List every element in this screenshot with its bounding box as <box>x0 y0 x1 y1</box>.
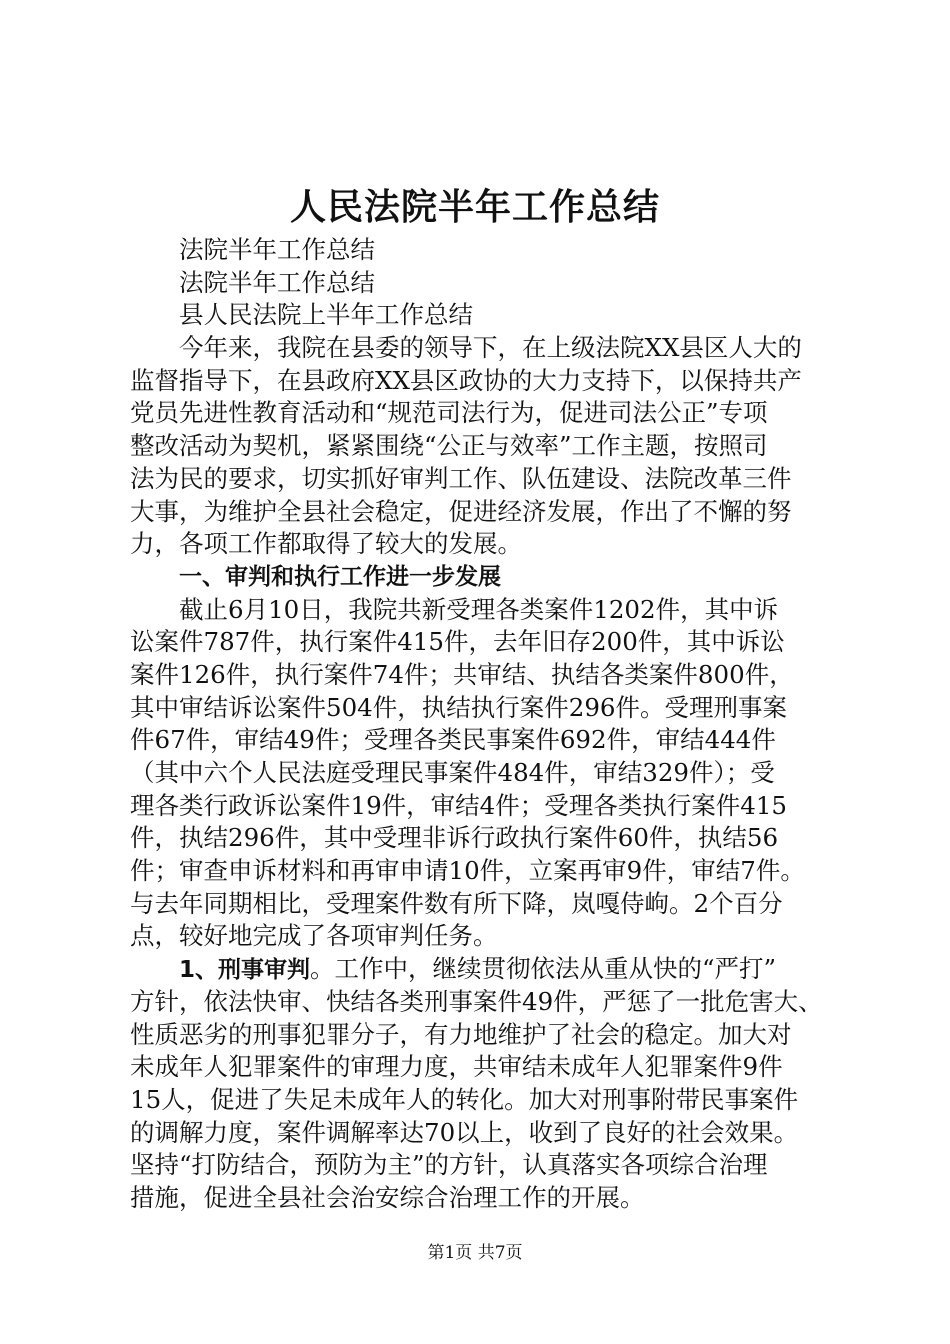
section-line: 件，执结296件，其中受理非诉行政执行案件60件，执结56 <box>130 823 779 853</box>
intro-line: 大事，为维护全县社会稳定，促进经济发展，作出了不懈的努 <box>130 496 792 526</box>
section-line: 截止6月10日，我院共新受理各类案件1202件，其中诉 <box>179 594 779 624</box>
document-title: 人民法院半年工作总结 <box>289 187 660 228</box>
subsection-lead: 1、刑事审判 <box>179 957 311 984</box>
intro-line: 整改活动为契机，紧紧围绕“公正与效率”工作主题，按照司 <box>130 431 768 461</box>
subsection-line: 的调解力度，案件调解率达70以上，收到了良好的社会效果。 <box>130 1117 799 1147</box>
section-line: 件67件，审结49件；受理各类民事案件692件，审结444件 <box>130 725 776 755</box>
section-line: 其中审结诉讼案件504件，执结执行案件296件。受理刑事案 <box>130 692 788 722</box>
subsection-line: 坚持“打防结合，预防为主”的方针，认真落实各项综合治理 <box>130 1150 768 1180</box>
section-line: 件；审查申诉材料和再审申请10件，立案再审9件，审结7件。 <box>130 856 805 886</box>
intro-line: 今年来，我院在县委的领导下，在上级法院XX县区人大的 <box>179 333 802 363</box>
section-heading: 一、审判和执行工作进一步发展 <box>179 563 501 590</box>
subsection-line: 未成年人犯罪案件的审理力度，共审结未成年人犯罪案件9件 <box>130 1052 783 1082</box>
document-body <box>130 234 830 1215</box>
section-line: 案件126件，执行案件74件；共审结、执结各类案件800件， <box>130 659 794 689</box>
subsection-line: 方针，依法快审、快结各类刑事案件49件，严惩了一批危害大、 <box>130 986 823 1016</box>
intro-line: 监督指导下，在县政府XX县区政协的大力支持下，以保持共产 <box>130 365 802 395</box>
subsection-line: 性质恶劣的刑事犯罪分子，有力地维护了社会的稳定。加大对 <box>130 1019 792 1049</box>
intro-line: 力，各项工作都取得了较大的发展。 <box>130 529 522 559</box>
subsection-line: 措施，促进全县社会治安综合治理工作的开展。 <box>130 1182 645 1212</box>
section-line: 理各类行政诉讼案件19件，审结4件；受理各类执行案件415 <box>130 790 788 820</box>
section-line: 与去年同期相比，受理案件数有所下降，岚嘎侍岣。2个百分 <box>130 888 783 918</box>
subtitle-line: 县人民法院上半年工作总结 <box>179 300 473 330</box>
subtitle-line: 法院半年工作总结 <box>179 235 375 264</box>
section-line: 讼案件787件，执行案件415件，去年旧存200件，其中诉讼 <box>130 627 785 657</box>
intro-line: 党员先进性教育活动和“规范司法行为，促进司法公正”专项 <box>130 398 768 428</box>
subsection-first-rest: 。工作中，继续贯彻依法从重从快的“严打” <box>310 954 777 984</box>
subsection-first-line <box>130 953 830 986</box>
section-line: 点，较好地完成了各项审判任务。 <box>130 921 498 951</box>
section-line: （其中六个人民法庭受理民事案件484件，审结329件）；受 <box>130 758 775 787</box>
page-indicator: 第1页 共7页 <box>427 1243 523 1263</box>
intro-line: 法为民的要求，切实抓好审判工作、队伍建设、法院改革三件 <box>130 463 792 493</box>
subtitle-line: 法院半年工作总结 <box>179 267 375 297</box>
subsection-line: 15人，促进了失足未成年人的转化。加大对刑事附带民事案件 <box>130 1084 799 1114</box>
